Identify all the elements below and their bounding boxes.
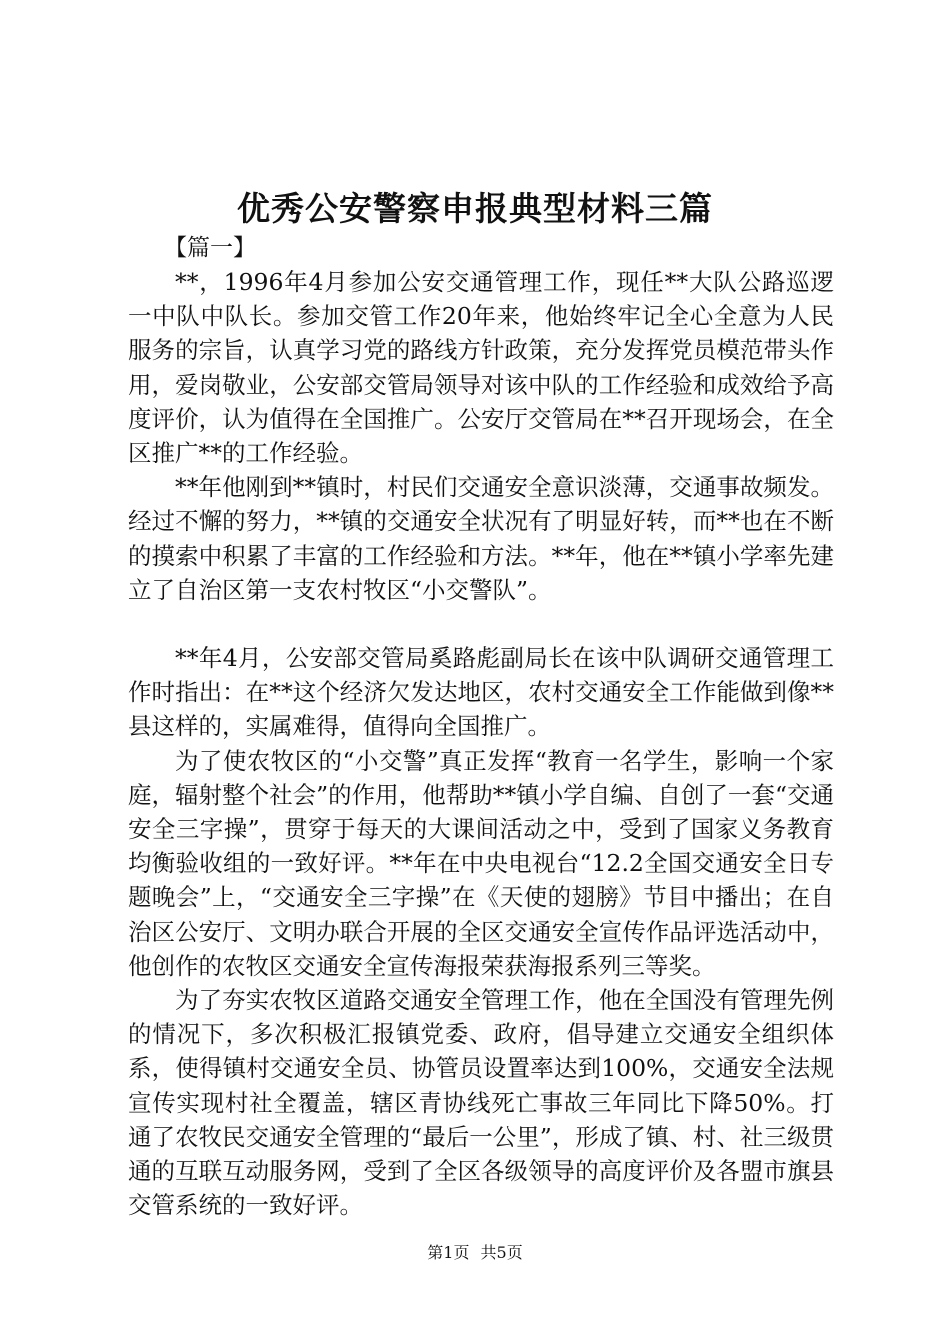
paragraph: 为了夯实农牧区道路交通安全管理工作，他在全国没有管理先例的情况下，多次积极汇报镇党委、政府，倡导建立交通安全组织体系，使得镇村交通安全员、协管员设置率达到100%，交通安全法规宣传实现村社全覆盖，辖区青协线死亡事故三年同比下降50%。打通了农牧民交通安全管理的“最后一公里”，形成了镇、村、社三级贯通的互联互动服务网，受到了全区各级领导的高度评价及各盟市旗县交管系统的一致好评。	[128, 986, 834, 1220]
page-number: 第1页	[427, 1243, 470, 1262]
paragraph: **，1996年4月参加公安交通管理工作，现任**大队公路巡逻一中队中队长。参加交管工作20年来，他始终牢记全心全意为人民服务的宗旨，认真学习党的路线方针政策，充分发挥党员模范带头作用，爱岗敬业，公安部交管局领导对该中队的工作经验和成效给予高度评价，认为值得在全国推广。公安厅交管局在**召开现场会，在全区推广**的工作经验。	[128, 268, 834, 468]
page-total: 共5页	[480, 1243, 523, 1262]
document-title: 优秀公安警察申报典型材料三篇	[237, 189, 713, 228]
section-label: 【篇一】	[164, 235, 256, 261]
paragraph: **年4月，公安部交管局奚路彪副局长在该中队调研交通管理工作时指出：在**这个经济欠发达地区，农村交通安全工作能做到像**县这样的，实属难得，值得向全国推广。	[128, 644, 834, 741]
paragraph: **年他刚到**镇时，村民们交通安全意识淡薄，交通事故频发。经过不懈的努力，**镇的交通安全状况有了明显好转，而**也在不断的摸索中积累了丰富的工作经验和方法。**年，他在**镇小学率先建立了自治区第一支农村牧区“小交警队”。	[128, 473, 834, 604]
paragraph: 为了使农牧区的“小交警”真正发挥“教育一名学生，影响一个家庭，辐射整个社会”的作用，他帮助**镇小学自编、自创了一套“交通安全三字操”，贯穿于每天的大课间活动之中，受到了国家义务教育均衡验收组的一致好评。**年在中央电视台“12.2全国交通安全日专题晚会”上，“交通安全三字操”在《天使的翅膀》节目中播出；在自治区公安厅、文明办联合开展的全区交通安全宣传作品评选活动中，他创作的农牧区交通安全宣传海报荣获海报系列三等奖。	[128, 746, 834, 980]
page-footer	[0, 1242, 950, 1264]
document-body	[128, 232, 834, 1222]
paragraph-spacer	[128, 607, 834, 641]
